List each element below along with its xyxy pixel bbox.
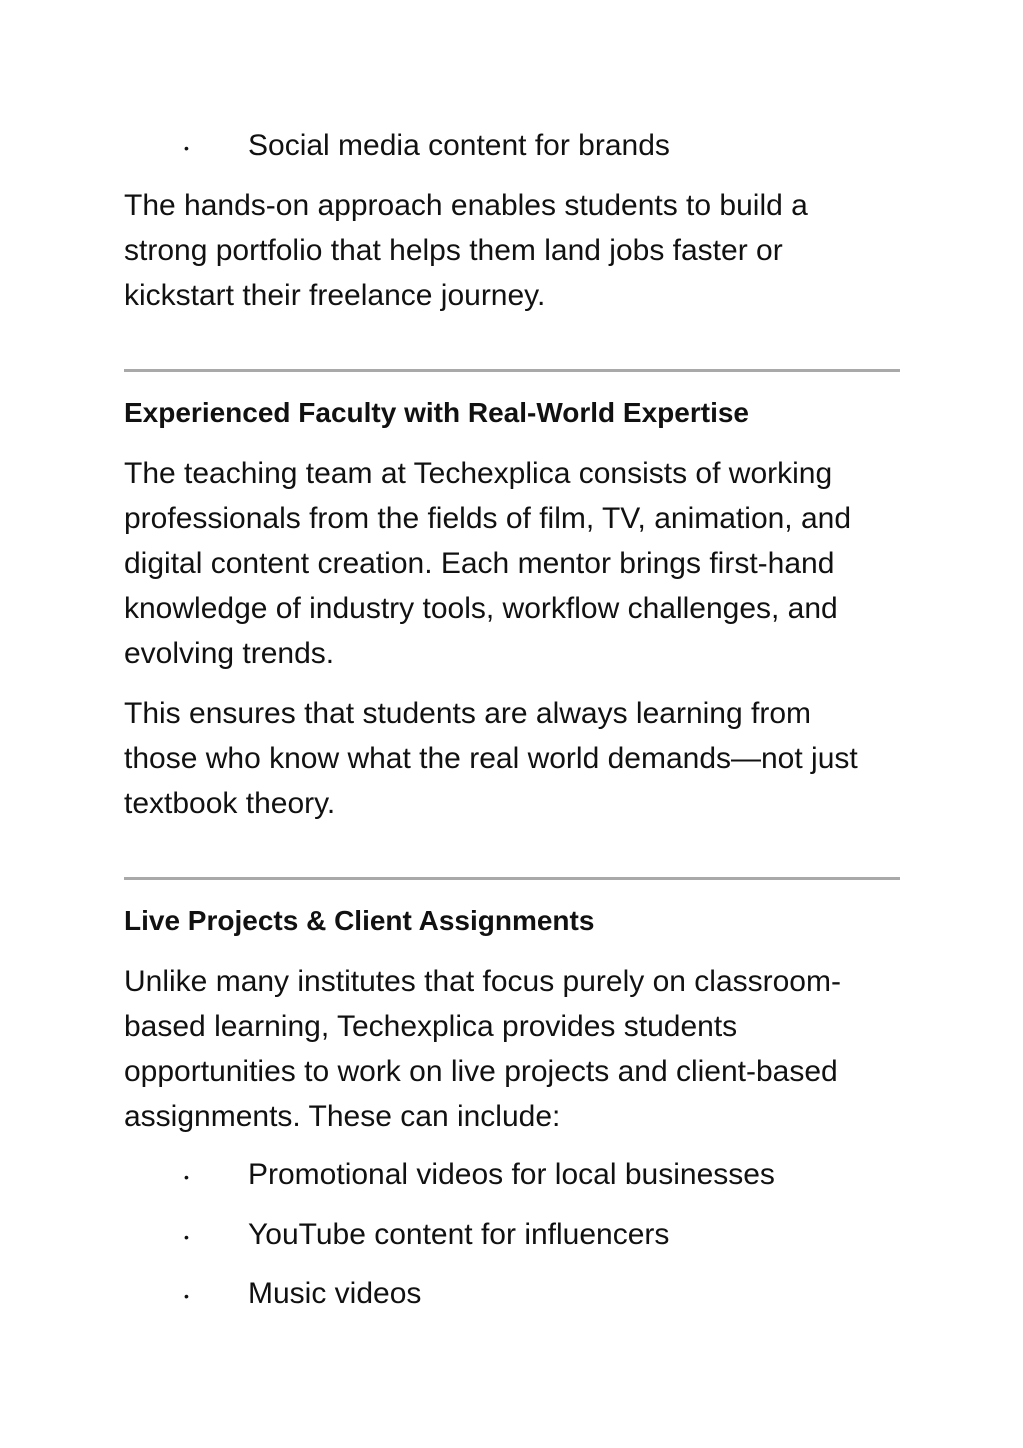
faculty-paragraph-1: The teaching team at Techexplica consists of working professionals from the fields of film, TV, animation, and digital content creation. Each mentor brings first-hand knowledge of industry tools, workflow challenges, and evolving trends.: [124, 457, 852, 670]
projects-paragraph-1: Unlike many institutes that focus purely on classroom-based learning, Techexplica provides students opportunities to work on live projects and client-based assignments. These can include:: [124, 965, 841, 1133]
section-heading-projects: Live Projects & Client Assignments: [124, 905, 595, 936]
section-heading-faculty: Experienced Faculty with Real-World Expertise: [124, 397, 749, 428]
list-item-text: Social media content for brands: [248, 129, 670, 162]
list-item-text: YouTube content for influencers: [248, 1218, 670, 1251]
bullet-marker: •: [184, 1288, 189, 1304]
section-divider: [124, 369, 900, 372]
faculty-paragraph-2: This ensures that students are always learning from those who know what the real world demands—not just textbook theory.: [124, 697, 858, 820]
bullet-marker: •: [184, 140, 189, 156]
list-item: [124, 1215, 900, 1255]
list-item: [124, 1155, 900, 1195]
intro-paragraph: The hands-on approach enables students to build a strong portfolio that helps them land jobs faster or kickstart their freelance journey.: [124, 189, 808, 312]
list-item-text: Music videos: [248, 1277, 422, 1310]
bullet-marker: •: [184, 1229, 189, 1245]
section-divider: [124, 877, 900, 880]
list-item: [124, 126, 900, 166]
list-item-text: Promotional videos for local businesses: [248, 1158, 775, 1191]
bullet-marker: •: [184, 1169, 189, 1185]
list-item: [124, 1274, 900, 1314]
